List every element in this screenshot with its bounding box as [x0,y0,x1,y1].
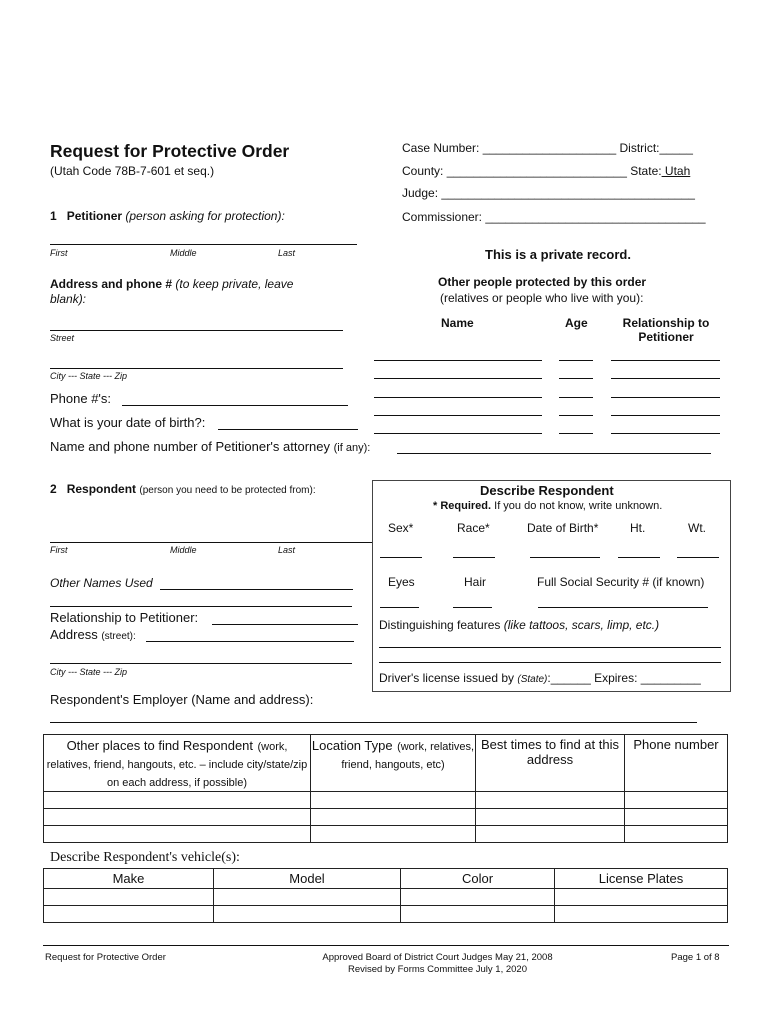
ssn-label: Full Social Security # (if known) [537,575,705,589]
section-number: 1 [50,209,57,223]
other-names-line-2[interactable] [50,606,352,607]
first-label: First [50,248,68,258]
features-note: (like tattoos, scars, limp, etc.) [503,618,660,632]
describe-title: Describe Respondent [480,483,614,498]
city-label: City --- State --- Zip [50,667,128,677]
address-note: (to keep private, leave [175,277,294,291]
eyes-line[interactable] [380,607,419,608]
others-rel-line[interactable] [611,378,720,379]
middle-label: Middle [170,248,197,258]
county-label: County: ___________________________ State: [402,164,662,178]
features-text: Distinguishing features [379,618,501,632]
attorney-label [50,439,370,454]
places-col-2-note: (work, relatives, friend, hangouts, etc) [341,741,475,771]
state-value: Utah [661,164,691,178]
places-col-2-title: Location Type [311,738,393,753]
ssn-line[interactable] [538,607,708,608]
phone-line[interactable] [122,405,348,406]
phone-label: Phone #'s: [50,391,112,406]
table-row[interactable] [44,792,728,809]
address-note: (street): [101,631,136,642]
county-field[interactable] [402,164,690,178]
others-age-line[interactable] [559,433,593,434]
others-name-line[interactable] [374,378,542,379]
vehicle-title: Describe Respondent's vehicle(s): [50,850,240,865]
last-label: Last [278,545,296,555]
footer-right: Page 1 of 8 [671,952,720,963]
section-note: (person asking for protection): [125,209,285,223]
weight-line[interactable] [677,557,719,558]
section-note: (person you need to be protected from): [139,485,316,496]
license-label [379,671,701,685]
vehicle-col-plates: License Plates [555,869,728,889]
vehicle-table [43,868,728,923]
license-state: (State) [517,674,548,685]
vehicle-col-make: Make [44,869,214,889]
table-row[interactable] [44,889,728,906]
commissioner-field[interactable]: Commissioner: _________________________________ [402,210,706,224]
vehicle-col-color: Color [401,869,555,889]
others-rel-line[interactable] [611,360,720,361]
others-note: (relatives or people who live with you): [440,291,644,305]
attorney-note: (if any): [333,442,371,454]
features-line-2[interactable] [379,662,721,663]
col-relationship [611,316,721,344]
features-label [379,618,659,632]
respondent-city-line[interactable] [50,663,352,664]
judge-field[interactable]: Judge: ______________________________________ [402,186,695,200]
others-rel-line[interactable] [611,397,720,398]
others-name-line[interactable] [374,397,542,398]
required-bold: * Required. [433,500,492,512]
footer-left: Request for Protective Order [45,952,166,963]
section-title: Respondent [66,482,137,496]
places-table [43,734,728,843]
col-relationship-2: Petitioner [638,330,694,344]
others-name-line[interactable] [374,360,542,361]
places-col-1-note: (work, relatives, friend, hangouts, etc. – include city/state/zip on each address, if possible) [46,741,308,789]
places-col-2 [311,735,476,792]
required-text: If you do not know, write unknown. [494,500,663,512]
respondent-address-label [50,627,136,642]
respondent-street-line[interactable] [146,641,354,642]
others-age-line[interactable] [559,397,593,398]
height-line[interactable] [618,557,660,558]
dob-label: What is your date of birth?: [50,415,206,430]
others-age-line[interactable] [559,415,593,416]
relationship-label: Relationship to Petitioner: [50,610,199,625]
dob-line[interactable] [530,557,600,558]
required-note [433,500,662,512]
first-label: First [50,545,68,555]
sex-label: Sex* [388,521,414,535]
section-number: 2 [50,482,57,496]
other-names-label: Other Names Used [50,576,153,590]
col-name: Name [441,316,474,330]
vehicle-col-model: Model [214,869,401,889]
dob-line[interactable] [218,429,358,430]
license-text: Driver's license issued by [379,671,515,685]
race-label: Race* [457,521,490,535]
height-label: Ht. [630,521,646,535]
table-row[interactable] [44,809,728,826]
address-note-2: blank): [50,292,87,306]
employer-line[interactable] [50,722,697,723]
petitioner-name-line[interactable] [50,244,357,245]
col-relationship-1: Relationship to [622,316,710,330]
relationship-line[interactable] [212,624,358,625]
sex-line[interactable] [380,557,422,558]
hair-line[interactable] [453,607,492,608]
others-rel-line[interactable] [611,415,720,416]
weight-label: Wt. [688,521,706,535]
last-label: Last [278,248,296,258]
footer-center-2: Revised by Forms Committee July 1, 2020 [348,964,527,975]
others-title: Other people protected by this order [438,275,647,289]
page-title: Request for Protective Order [50,141,290,161]
col-age: Age [565,316,588,330]
others-rel-line[interactable] [611,433,720,434]
places-col-1 [44,735,311,792]
table-row[interactable] [44,906,728,923]
section-title: Petitioner [66,209,123,223]
private-record-title: This is a private record. [485,247,631,262]
others-name-line[interactable] [374,433,542,434]
vehicle-header-row [44,869,728,889]
places-col-3: Best times to find at this address [476,735,625,792]
dob-label: Date of Birth* [527,521,599,535]
address-heading-text: Address and phone # [50,277,173,291]
race-line[interactable] [453,557,495,558]
places-col-1-title: Other places to find Respondent [66,738,254,753]
footer-divider [43,945,729,946]
table-row[interactable] [44,826,728,843]
street-line[interactable] [50,330,343,331]
middle-label: Middle [170,545,197,555]
address-text: Address [50,627,98,642]
respondent-name-line[interactable] [50,542,372,543]
places-col-4: Phone number [625,735,728,792]
case-number-field[interactable]: Case Number: ____________________ District:_____ [402,141,693,155]
employer-label: Respondent's Employer (Name and address): [50,692,314,707]
others-name-line[interactable] [374,415,542,416]
places-header-row [44,735,728,792]
petitioner-heading [50,209,285,223]
others-age-line[interactable] [559,378,593,379]
street-label: Street [50,333,75,343]
others-age-line[interactable] [559,360,593,361]
eyes-label: Eyes [388,575,415,589]
license-rest: :______ Expires: _________ [547,671,701,685]
respondent-heading [50,482,316,496]
city-label: City --- State --- Zip [50,371,128,381]
other-names-line[interactable] [160,589,353,590]
attorney-text: Name and phone number of Petitioner's attorney [50,439,330,454]
attorney-line[interactable] [397,453,711,454]
city-line[interactable] [50,368,343,369]
address-heading [50,277,293,291]
footer-center-1: Approved Board of District Court Judges May 21, 2008 [322,952,553,963]
hair-label: Hair [464,575,487,589]
code-reference: (Utah Code 78B-7-601 et seq.) [50,164,215,178]
features-line[interactable] [379,647,721,648]
